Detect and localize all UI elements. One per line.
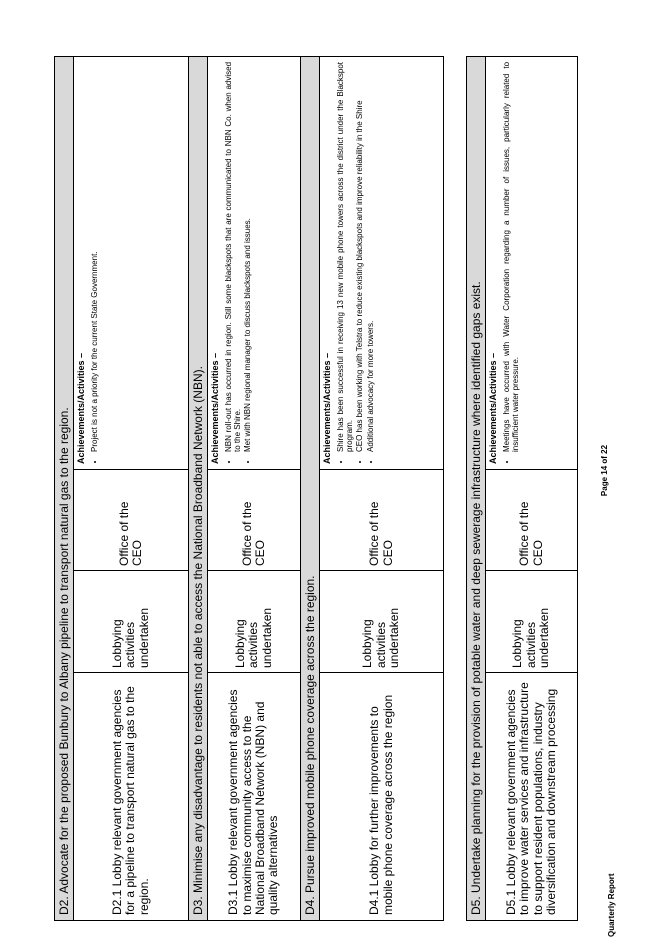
- section-header-row: [467, 56, 486, 920]
- achievements-list: [90, 62, 99, 464]
- section-header-d5: D5. Undertake planning for the provision of potable water and deep sewerage infrastructure where identified gaps exist.: [467, 56, 486, 920]
- achievements-heading: Achievements/Activities –: [488, 352, 498, 464]
- table-row: [320, 56, 444, 920]
- achievements-cell: [320, 56, 444, 469]
- measure-cell: Lobbying activities undertaken: [320, 571, 444, 673]
- achievements-heading: Achievements/Activities –: [210, 352, 220, 464]
- section-header-row: [55, 56, 74, 920]
- achievement-item: • CEO has been working with Telstra to reduce existing blackspots and improve reliability in the Shire: [355, 62, 364, 452]
- page-number: Page 14 of 22: [600, 444, 609, 497]
- section-header-d4: D4. Pursue improved mobile phone coverage across the region.: [301, 56, 320, 920]
- achievement-item: • Additional advocacy for more towers.: [366, 62, 375, 452]
- action-cell: D3.1 Lobby relevant government agencies to maximise community access to the National Broadband Network (NBN) and quality alternatives: [208, 673, 301, 921]
- achievements-cell: [74, 56, 189, 469]
- strategy-table-1: [54, 56, 444, 921]
- table-row: [74, 56, 189, 920]
- achievements-cell: [486, 56, 578, 469]
- action-cell: D2.1 Lobby relevant government agencies for a pipeline to transport natural gas to the region.: [74, 673, 189, 921]
- achievements-heading: Achievements/Activities –: [76, 352, 86, 464]
- action-cell: D5.1 Lobby relevant government agencies to improve water services and infrastructure to support resident populations, industry diversification and downstream processing: [486, 673, 578, 921]
- strategy-table-2: [466, 56, 578, 921]
- action-cell: D4.1 Lobby for further improvements to mobile phone coverage across the region: [320, 673, 444, 921]
- responsible-cell: Office of the CEO: [208, 470, 301, 571]
- report-title: Quarterly Report: [607, 873, 616, 937]
- achievement-item: • Project is not a priority for the current State Government.: [90, 62, 99, 452]
- measure-cell: Lobbying activities undertaken: [208, 571, 301, 673]
- achievement-item: • Shire has been successful in receiving 13 new mobile phone towers across the district under the Blackspot program.: [336, 62, 355, 452]
- responsible-cell: Office of the CEO: [486, 470, 578, 571]
- achievements-heading: Achievements/Activities –: [322, 352, 332, 464]
- responsible-cell: Office of the CEO: [320, 470, 444, 571]
- achievement-item: • Meetings have occurred with Water Corporation regarding a number of issues, particularly related to insufficient water pressure.: [502, 62, 521, 452]
- section-header-d3: D3. Minimise any disadvantage to residents not able to access the National Broadband Network (NBN).: [189, 56, 208, 920]
- achievements-list: [502, 62, 521, 464]
- achievement-item: • NBN roll-out has occurred in region. Still some blackspots that are communicated to NBN Co. when advised to the Shire.: [224, 62, 243, 452]
- section-header-row: [189, 56, 208, 920]
- achievements-list: [224, 62, 253, 464]
- achievements-list: [336, 62, 376, 464]
- measure-cell: Lobbying activities undertaken: [74, 571, 189, 673]
- table-row: [486, 56, 578, 920]
- section-header-row: [301, 56, 320, 920]
- measure-cell: Lobbying activities undertaken: [486, 571, 578, 673]
- table-row: [208, 56, 301, 920]
- section-header-d2: D2. Advocate for the proposed Bunbury to Albany pipeline to transport natural gas to the region.: [55, 56, 74, 920]
- responsible-cell: Office of the CEO: [74, 470, 189, 571]
- achievement-item: • Met with NBN regional manager to discuss blackspots and issues.: [243, 62, 252, 452]
- achievements-cell: [208, 56, 301, 469]
